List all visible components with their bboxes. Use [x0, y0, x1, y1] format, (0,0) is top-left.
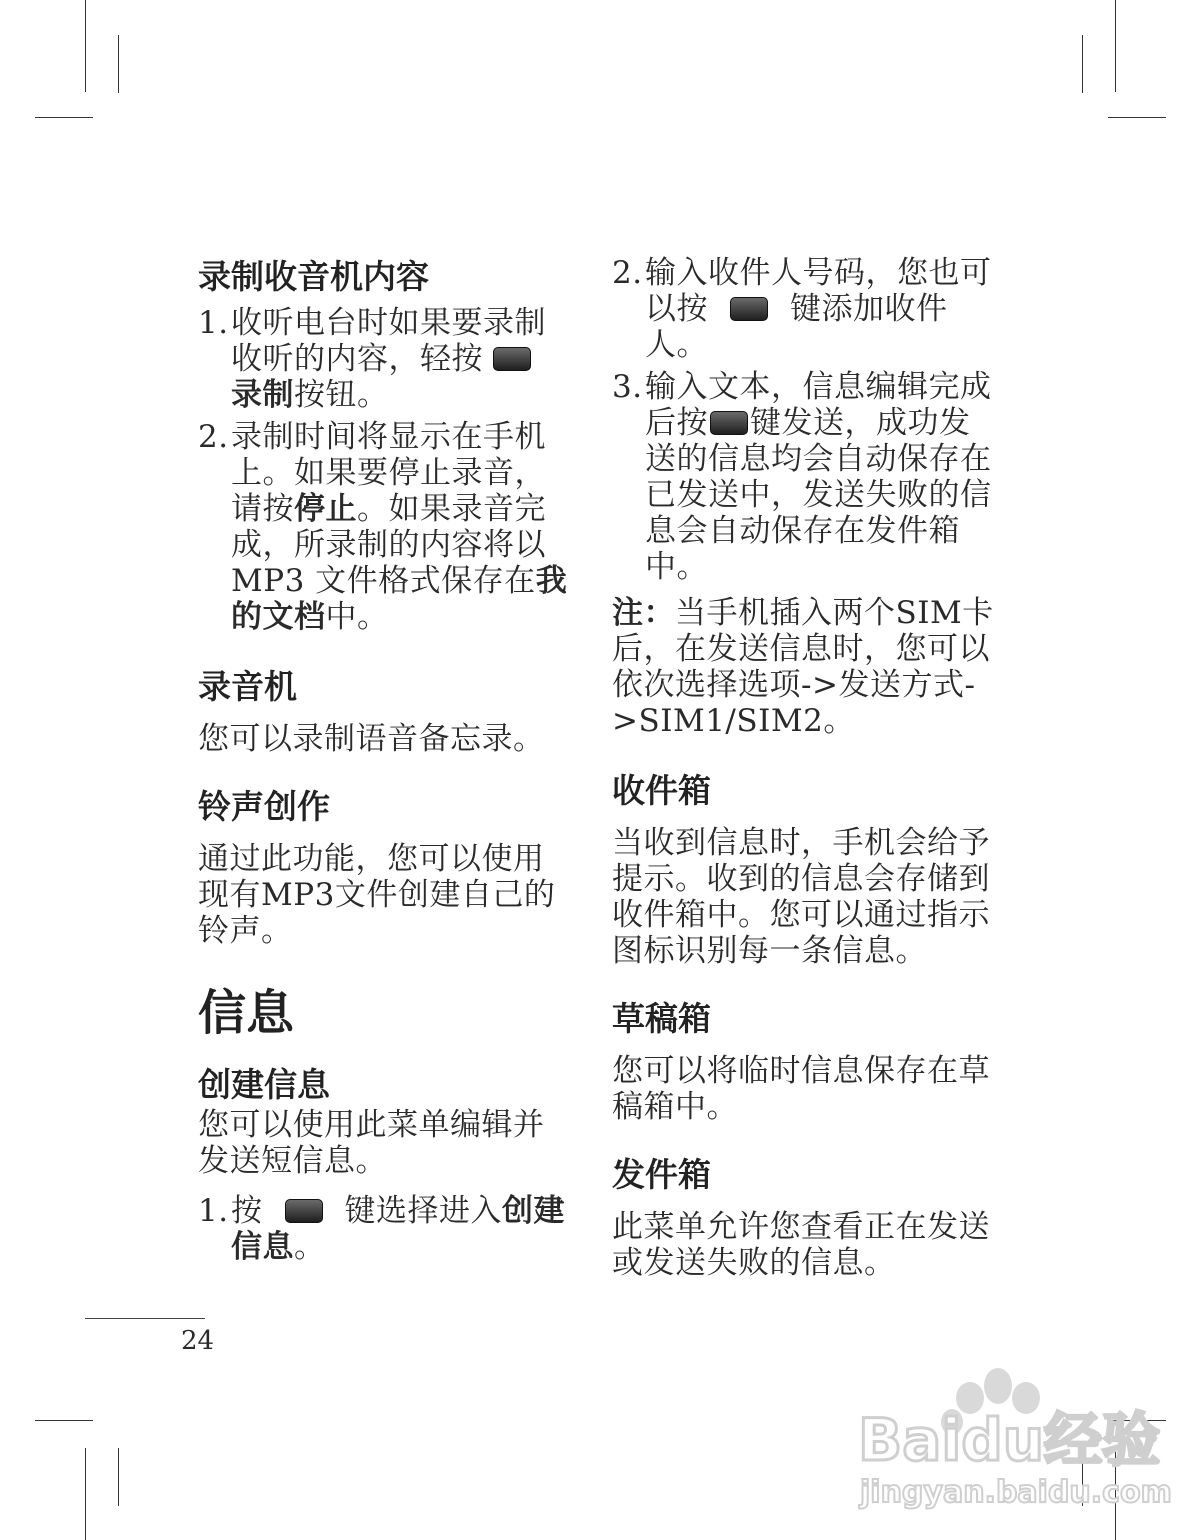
select-key-icon	[285, 1199, 323, 1223]
crop-mark	[1108, 117, 1166, 118]
page-number: 24	[181, 1326, 215, 1356]
note-text: 当手机插入两个SIM卡后，在发送信息时，您可以依次选择选项->发送方式->SIM1/SIM2。	[612, 595, 994, 739]
crop-mark	[85, 1448, 86, 1540]
ringtone-heading: 铃声创作	[198, 787, 330, 826]
list-item	[198, 1193, 570, 1265]
list-text	[231, 419, 570, 635]
crop-mark	[35, 1420, 93, 1421]
list-item	[198, 305, 570, 413]
watermark-url: jingyan.baidu.com	[860, 1475, 1172, 1510]
create-message-term: 创建信息	[231, 1193, 565, 1265]
record-term: 录制	[231, 377, 294, 413]
my-documents-term: 我的文档	[231, 563, 568, 635]
list-text	[231, 305, 570, 413]
list-text	[645, 369, 997, 585]
baidu-watermark-logo	[850, 1360, 1172, 1510]
record-radio-heading: 录制收音机内容	[198, 257, 429, 296]
drafts-text: 您可以将临时信息保存在草稿箱中。	[612, 1053, 990, 1125]
text: 。如果录音完成，所录制的内容将以MP3 文件格式保存在	[231, 491, 546, 599]
list-number: 2.	[198, 419, 229, 455]
text: 键添加收件人。	[645, 291, 948, 363]
recorder-text: 您可以录制语音备忘录。	[198, 721, 545, 757]
send-key-icon	[710, 411, 748, 435]
crop-mark	[85, 0, 86, 92]
add-key-icon	[730, 297, 768, 321]
list-item	[612, 369, 997, 585]
outbox-heading: 发件箱	[612, 1155, 711, 1194]
messages-heading: 信息	[198, 985, 295, 1041]
note-paragraph	[612, 595, 997, 739]
record-key-icon	[493, 347, 531, 371]
recorder-heading: 录音机	[198, 667, 297, 706]
list-text	[231, 1193, 570, 1265]
text: 录制时间将显示在手机上。如果要停止录音，请按	[231, 419, 546, 527]
inbox-heading: 收件箱	[612, 771, 711, 810]
list-item	[198, 419, 570, 635]
list-number: 2.	[612, 255, 643, 291]
page-number-rule	[85, 1318, 205, 1319]
text: 中。	[325, 599, 389, 635]
list-number: 1.	[198, 305, 229, 341]
text: 输入收件人号码，您也可以按	[645, 255, 992, 327]
crop-mark	[1082, 35, 1083, 93]
outbox-text: 此菜单允许您查看正在发送或发送失败的信息。	[612, 1209, 990, 1281]
text: 键发送，成功发送的信息均会自动保存在已发送中，发送失败的信息会自动保存在发件箱中。	[645, 405, 992, 585]
right-column	[612, 255, 997, 1281]
list-number: 3.	[612, 369, 643, 405]
crop-mark	[1115, 0, 1116, 92]
list-text	[645, 255, 997, 363]
list-item	[612, 255, 997, 363]
text: 按钮。	[294, 377, 389, 413]
inbox-text: 当收到信息时，手机会给予提示。收到的信息会存储到收件箱中。您可以通过指示图标识别每一条信息。	[612, 825, 990, 969]
list-number: 1.	[198, 1193, 229, 1229]
create-message-text: 您可以使用此菜单编辑并发送短信息。	[198, 1107, 545, 1179]
text: 按	[231, 1193, 263, 1229]
stop-term: 停止	[294, 491, 357, 527]
note-label: 注：	[612, 595, 675, 631]
watermark-brand: Baidu经验	[858, 1406, 1161, 1474]
drafts-heading: 草稿箱	[612, 999, 711, 1038]
text: 输入文本，信息编辑完成后按	[645, 369, 992, 441]
crop-mark	[35, 117, 93, 118]
left-column	[198, 255, 570, 1265]
ringtone-text: 通过此功能，您可以使用现有MP3文件创建自己的铃声。	[198, 841, 556, 949]
text: 。	[294, 1229, 326, 1265]
text: 收听电台时如果要录制收听的内容，轻按	[231, 305, 546, 377]
crop-mark	[118, 1448, 119, 1506]
text: 键选择进入	[344, 1193, 502, 1229]
crop-mark	[118, 35, 119, 93]
create-message-heading: 创建信息	[198, 1065, 330, 1104]
